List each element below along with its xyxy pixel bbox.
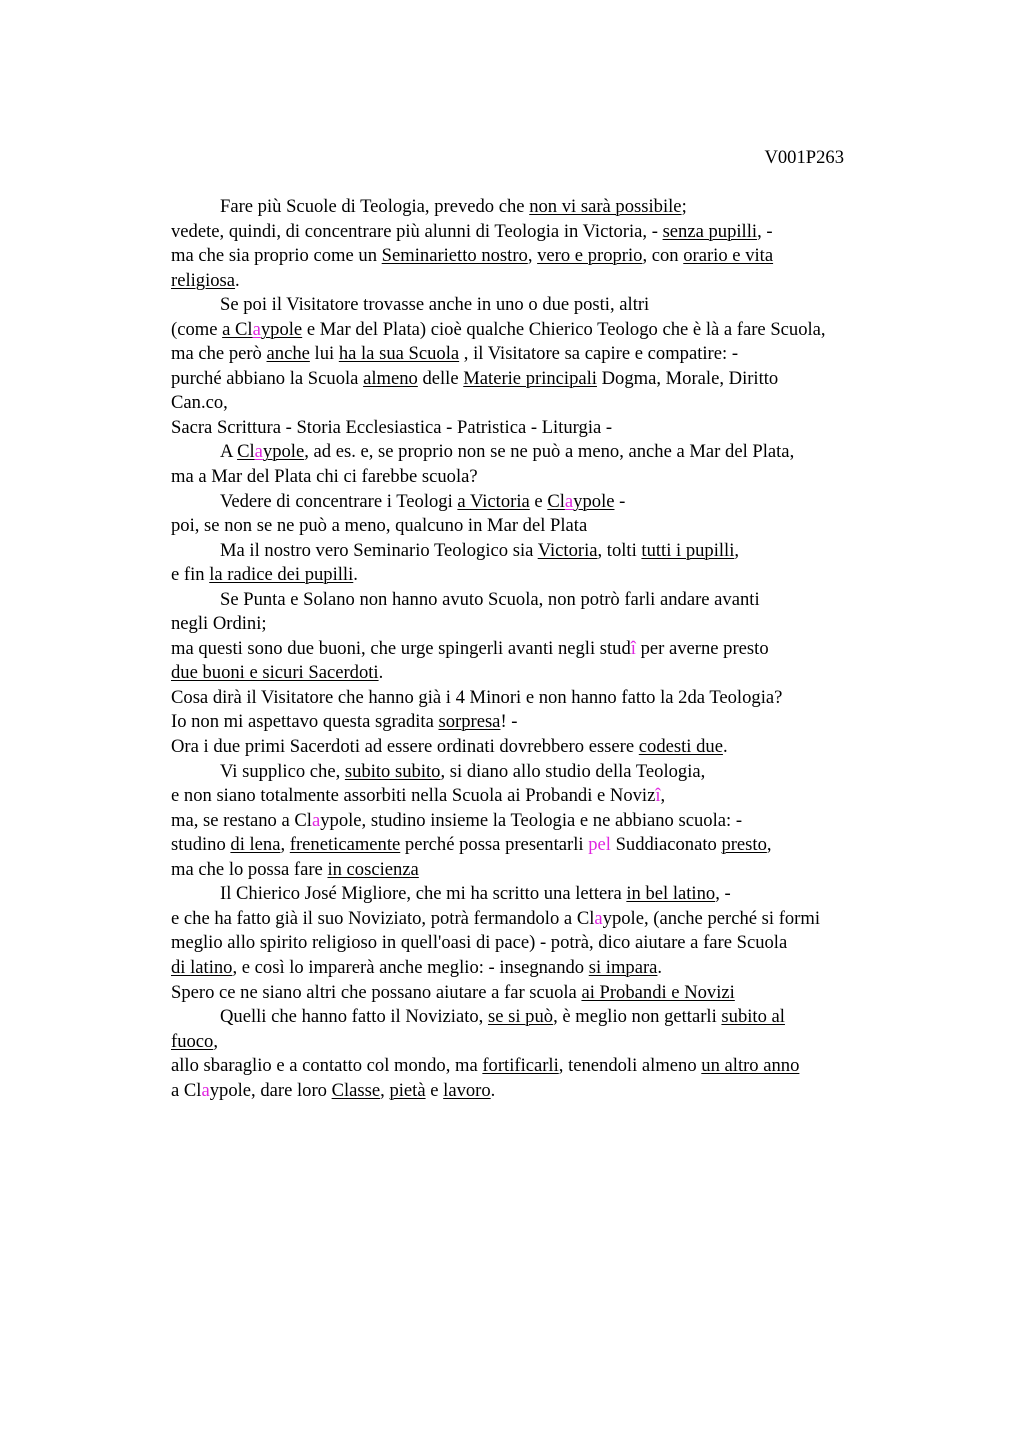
text-segment: ma a Mar del Plata chi ci farebbe scuola? bbox=[171, 466, 478, 488]
text-segment: , bbox=[213, 1030, 218, 1052]
text-line bbox=[171, 293, 911, 318]
text-segment: A bbox=[220, 441, 238, 463]
underlined-text: vero e proprio bbox=[537, 245, 643, 267]
text-segment: e bbox=[425, 1079, 444, 1101]
underlined-text: ai Probandi e Novizi bbox=[581, 981, 735, 1003]
text-line bbox=[171, 784, 911, 809]
text-segment: , il Visitatore sa capire e compatire: - bbox=[459, 343, 739, 365]
text-line bbox=[171, 735, 911, 760]
letter-body bbox=[171, 195, 911, 1103]
text-line bbox=[171, 195, 911, 220]
text-segment: , tolti bbox=[597, 539, 642, 561]
underlined-text: due buoni e sicuri Sacerdoti bbox=[171, 662, 379, 684]
text-segment: . bbox=[235, 269, 240, 291]
underlined-text: senza pupilli bbox=[662, 220, 758, 242]
text-segment: Vedere di concentrare i Teologi bbox=[220, 490, 458, 512]
text-line bbox=[171, 1079, 911, 1104]
text-line bbox=[171, 1005, 911, 1030]
text-line bbox=[171, 367, 911, 392]
page-identifier: V001P263 bbox=[764, 147, 844, 168]
text-segment: Il Chierico José Migliore, che mi ha scritto una lettera bbox=[220, 883, 627, 905]
text-segment: ma, se restano a Cl bbox=[171, 809, 312, 831]
text-segment: per averne presto bbox=[635, 637, 769, 659]
underlined-text: a bbox=[252, 318, 261, 340]
text-line bbox=[171, 882, 911, 907]
underlined-text: pietà bbox=[389, 1079, 426, 1101]
underlined-text: fuoco bbox=[171, 1030, 214, 1052]
highlighted-text: î bbox=[655, 785, 661, 807]
text-segment: , bbox=[766, 834, 772, 856]
text-segment: , si diano allo studio della Teologia, bbox=[440, 760, 706, 782]
text-segment: . bbox=[490, 1079, 496, 1101]
text-line bbox=[171, 833, 911, 858]
text-segment: studino bbox=[171, 834, 231, 856]
text-line bbox=[171, 809, 911, 834]
text-segment: , e così lo imparerà anche meglio: - insegnando bbox=[232, 956, 589, 978]
text-segment: Fare più Scuole di Teologia, prevedo che bbox=[220, 196, 530, 217]
underlined-text: anche bbox=[266, 343, 310, 365]
text-segment: , bbox=[734, 539, 740, 561]
text-segment: Se Punta e Solano non hanno avuto Scuola, non potrò farli andare avanti bbox=[220, 588, 760, 610]
text-segment: Can.co, bbox=[171, 392, 228, 414]
text-segment: . bbox=[378, 662, 384, 684]
text-line bbox=[171, 342, 911, 367]
text-segment: e bbox=[529, 490, 548, 512]
text-segment: ma che sia proprio come un bbox=[171, 245, 382, 267]
text-line bbox=[171, 710, 911, 735]
text-segment: poi, se non se ne può a meno, qualcuno in Mar del Plata bbox=[171, 515, 588, 537]
text-line bbox=[171, 956, 911, 981]
text-line bbox=[171, 1054, 911, 1079]
text-segment: lui bbox=[309, 343, 339, 365]
text-line bbox=[171, 440, 911, 465]
text-line bbox=[171, 661, 911, 686]
text-segment: delle bbox=[417, 367, 464, 389]
text-segment: Spero ce ne siano altri che possano aiutare a far scuola bbox=[171, 981, 582, 1003]
text-segment: . bbox=[722, 736, 728, 758]
text-line bbox=[171, 490, 911, 515]
underlined-text: ha la sua Scuola bbox=[338, 343, 460, 365]
underlined-text: a Victoria bbox=[457, 490, 530, 512]
text-segment: Vi supplico che, bbox=[220, 760, 345, 782]
text-segment: , ad es. e, se proprio non se ne può a meno, anche a Mar del Plata, bbox=[304, 441, 795, 463]
text-segment: . bbox=[353, 564, 358, 586]
text-line bbox=[171, 465, 911, 490]
text-line bbox=[171, 931, 911, 956]
underlined-text: Cl bbox=[547, 490, 565, 512]
underlined-text: orario e vita bbox=[683, 245, 774, 267]
highlighted-text: a bbox=[594, 907, 603, 929]
text-segment: Sacra Scrittura - Storia Ecclesiastica - Patristica - Liturgia - bbox=[171, 416, 613, 438]
underlined-text: subito al bbox=[721, 1006, 785, 1028]
underlined-text: freneticamente bbox=[289, 834, 401, 856]
text-segment: ypole, (anche perché si formi bbox=[602, 907, 821, 929]
text-line bbox=[171, 686, 911, 711]
underlined-text: fortificarli bbox=[482, 1055, 559, 1077]
underlined-text: a bbox=[564, 490, 574, 512]
underlined-text: presto bbox=[721, 834, 767, 856]
underlined-text: Victoria bbox=[537, 539, 598, 561]
text-line bbox=[171, 981, 911, 1006]
text-line bbox=[171, 1030, 911, 1055]
underlined-text: Seminarietto nostro bbox=[381, 245, 528, 267]
text-segment: allo sbaraglio e a contatto col mondo, ma bbox=[171, 1055, 483, 1077]
underlined-text: ypole bbox=[260, 318, 303, 340]
text-line bbox=[171, 760, 911, 785]
text-segment: e Mar del Plata) cioè qualche Chierico Teologo che è là a fare Scuola, bbox=[302, 318, 826, 340]
underlined-text: tutti i pupilli bbox=[641, 539, 735, 561]
text-line bbox=[171, 244, 911, 269]
text-segment: , bbox=[280, 834, 290, 856]
text-line bbox=[171, 514, 911, 539]
text-segment: meglio allo spirito religioso in quell'oasi di pace) - potrà, dico aiutare a fare Scuola bbox=[171, 932, 788, 954]
text-line bbox=[171, 637, 911, 662]
text-segment: vedete, quindi, di concentrare più alunni di Teologia in Victoria, - bbox=[171, 220, 663, 242]
text-segment: ypole, dare loro bbox=[209, 1079, 332, 1101]
text-segment: Ma il nostro vero Seminario Teologico sia bbox=[220, 539, 538, 561]
text-segment: , bbox=[527, 245, 538, 267]
text-segment: a Cl bbox=[171, 1079, 202, 1101]
text-segment: ma che lo possa fare bbox=[171, 858, 328, 880]
underlined-text: lavoro bbox=[443, 1079, 491, 1101]
text-line bbox=[171, 588, 911, 613]
underlined-text: ypole bbox=[262, 441, 305, 463]
text-segment: e che ha fatto già il suo Noviziato, potrà fermandolo a Cl bbox=[171, 907, 595, 929]
underlined-text: la radice dei pupilli bbox=[209, 564, 354, 586]
text-line bbox=[171, 269, 911, 294]
text-segment: - bbox=[614, 490, 626, 512]
text-segment: ! - bbox=[500, 711, 518, 733]
underlined-text: religiosa bbox=[171, 269, 236, 291]
text-segment: purché abbiano la Scuola bbox=[171, 367, 364, 389]
text-line bbox=[171, 416, 911, 441]
text-segment: , è meglio non gettarli bbox=[553, 1006, 722, 1028]
highlighted-text: a bbox=[201, 1079, 210, 1101]
text-segment: , bbox=[660, 785, 666, 807]
underlined-text: Classe bbox=[331, 1079, 381, 1101]
text-line bbox=[171, 612, 911, 637]
highlighted-text: î bbox=[630, 637, 636, 659]
text-line bbox=[171, 539, 911, 564]
text-segment: , tenendoli almeno bbox=[558, 1055, 702, 1077]
underlined-text: Cl bbox=[237, 441, 255, 463]
highlighted-text: pel bbox=[588, 834, 611, 856]
text-segment: Suddiaconato bbox=[610, 834, 722, 856]
text-segment: e fin bbox=[171, 564, 210, 586]
text-segment: , bbox=[380, 1079, 390, 1101]
underlined-text: in coscienza bbox=[327, 858, 419, 880]
text-line bbox=[171, 318, 911, 343]
text-segment: (come bbox=[171, 318, 223, 340]
underlined-text: codesti due bbox=[638, 736, 723, 758]
underlined-text: si impara bbox=[588, 956, 658, 978]
underlined-text: di latino bbox=[171, 956, 233, 978]
text-segment: ma questi sono due buoni, che urge spingerli avanti negli stud bbox=[171, 637, 631, 659]
highlighted-text: a bbox=[311, 809, 321, 831]
underlined-text: a Cl bbox=[222, 318, 253, 340]
text-segment: Se poi il Visitatore trovasse anche in uno o due posti, altri bbox=[220, 294, 650, 316]
text-segment: Quelli che hanno fatto il Noviziato, bbox=[220, 1006, 488, 1028]
text-segment: . bbox=[657, 956, 663, 978]
text-segment: , - bbox=[715, 883, 731, 905]
underlined-text: subito subito bbox=[344, 760, 441, 782]
text-segment: Cosa dirà il Visitatore che hanno già i 4 Minori e non hanno fatto la 2da Teologia? bbox=[171, 686, 783, 708]
text-segment: ; bbox=[681, 196, 687, 217]
text-segment: , con bbox=[642, 245, 684, 267]
text-segment: , - bbox=[757, 220, 773, 242]
text-segment: ma che però bbox=[171, 343, 267, 365]
text-segment: negli Ordini; bbox=[171, 613, 267, 635]
text-segment: ypole, studino insieme la Teologia e ne abbiano scuola: - bbox=[320, 809, 743, 831]
underlined-text: non vi sarà possibile bbox=[529, 196, 682, 217]
text-line bbox=[171, 220, 911, 245]
underlined-text: Materie principali bbox=[463, 367, 597, 389]
underlined-text: di lena bbox=[230, 834, 281, 856]
underlined-text: un altro anno bbox=[701, 1055, 800, 1077]
text-segment: Io non mi aspettavo questa sgradita bbox=[171, 711, 439, 733]
text-segment: e non siano totalmente assorbiti nella Scuola ai Probandi e Noviz bbox=[171, 785, 656, 807]
text-segment: Ora i due primi Sacerdoti ad essere ordinati dovrebbero essere bbox=[171, 736, 639, 758]
text-line bbox=[171, 563, 911, 588]
text-line bbox=[171, 391, 911, 416]
underlined-text: ypole bbox=[573, 490, 615, 512]
text-segment: perché possa presentarli bbox=[400, 834, 589, 856]
text-line bbox=[171, 858, 911, 883]
underlined-text: almeno bbox=[363, 367, 418, 389]
underlined-text: sorpresa bbox=[438, 711, 501, 733]
underlined-text: in bel latino bbox=[626, 883, 716, 905]
text-segment: Dogma, Morale, Diritto bbox=[596, 367, 779, 389]
underlined-text: a bbox=[254, 441, 263, 463]
underlined-text: se si può bbox=[487, 1006, 554, 1028]
text-line bbox=[171, 907, 911, 932]
